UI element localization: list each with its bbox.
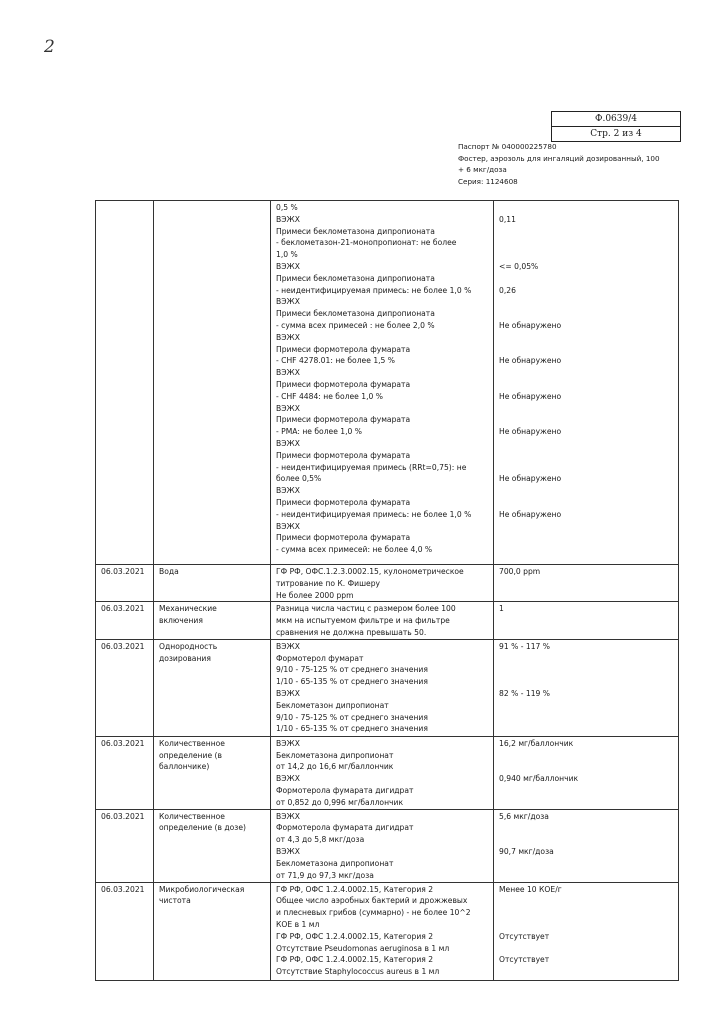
text-line: 1/10 - 65-135 % от среднего значения bbox=[276, 724, 428, 734]
text-line: Однородность bbox=[159, 641, 218, 651]
text-line: 9/10 - 75-125 % от среднего значения bbox=[276, 712, 428, 722]
cell-indicator bbox=[154, 809, 271, 882]
product-name-line1: Фостер, аэрозоль для ингаляций дозированный, 100 bbox=[458, 153, 660, 163]
text-line: ВЭЖХ bbox=[276, 811, 300, 821]
result-value: Отсутствует bbox=[499, 955, 550, 965]
result-value: Отсутствует bbox=[499, 931, 550, 941]
text-line: ВЭЖХ bbox=[276, 403, 300, 413]
text-line: ВЭЖХ bbox=[276, 438, 300, 448]
text-line: ВЭЖХ bbox=[276, 214, 300, 224]
text-line: Примеси беклометазона дипропионата bbox=[276, 309, 435, 319]
result-value: <= 0,05% bbox=[499, 261, 539, 271]
text-line: от 0,852 до 0,996 мг/баллончик bbox=[276, 797, 404, 807]
text-line: ВЭЖХ bbox=[276, 368, 300, 378]
text-line: ВЭЖХ bbox=[276, 774, 300, 784]
table-row-dose-uniformity bbox=[96, 639, 679, 736]
cell-date: 06.03.2021 bbox=[96, 882, 154, 980]
cell-result bbox=[494, 736, 679, 809]
text-line: - сумма всех примесей : не более 2,0 % bbox=[276, 320, 435, 330]
text-line: Примеси формотерола фумарата bbox=[276, 415, 411, 425]
text-line: 0,5 % bbox=[276, 203, 298, 212]
cell-date: 06.03.2021 bbox=[96, 639, 154, 736]
cell-specification bbox=[271, 201, 494, 565]
table-row-impurities bbox=[96, 201, 679, 565]
text-line: ВЭЖХ bbox=[276, 332, 300, 342]
text-line: Примеси беклометазона дипропионата bbox=[276, 226, 435, 236]
table-row-assay-dose bbox=[96, 809, 679, 882]
text-line: Примеси беклометазона дипропионата bbox=[276, 273, 435, 283]
cell-specification bbox=[271, 565, 494, 602]
text-line: более 0,5% bbox=[276, 474, 322, 484]
cell-indicator bbox=[154, 639, 271, 736]
table-row-water bbox=[96, 565, 679, 602]
text-line: от 71,9 до 97,3 мкг/доза bbox=[276, 870, 374, 880]
text-line: - сумма всех примесей: не более 4,0 % bbox=[276, 545, 433, 555]
series-number: Серия: 1124608 bbox=[458, 176, 518, 186]
text-line: дозирования bbox=[159, 653, 211, 663]
result-value: 90,7 мкг/доза bbox=[499, 846, 554, 856]
text-line: и плесневых грибов (суммарно) - не более 10^2 bbox=[276, 908, 471, 918]
cell-specification bbox=[271, 736, 494, 809]
cell-indicator bbox=[154, 565, 271, 602]
result-value: 0,26 bbox=[499, 285, 516, 295]
document-header bbox=[458, 141, 688, 187]
text-line: от 4,3 до 5,8 мкг/доза bbox=[276, 835, 365, 845]
text-line: титрование по К. Фишеру bbox=[276, 578, 381, 588]
cell-indicator bbox=[154, 602, 271, 639]
text-line: Формотерола фумарата дигидрат bbox=[276, 823, 414, 833]
text-line: Формотерола фумарата дигидрат bbox=[276, 785, 414, 795]
form-number-box bbox=[551, 111, 681, 142]
cell-specification bbox=[271, 639, 494, 736]
result-value: Не обнаружено bbox=[499, 474, 562, 484]
text-line: Общее число аэробных бактерий и дрожжевых bbox=[276, 896, 468, 906]
result-value: 82 % - 119 % bbox=[499, 688, 550, 698]
text-line: Примеси формотерола фумарата bbox=[276, 533, 411, 543]
cell-specification bbox=[271, 809, 494, 882]
text-line: включения bbox=[159, 616, 203, 626]
text-line: от 14,2 до 16,6 мг/баллончик bbox=[276, 762, 394, 772]
text-line: ГФ РФ, ОФС 1.2.4.0002.15, Категория 2 bbox=[276, 931, 434, 941]
text-line: - беклометазон-21-монопропионат: не более bbox=[276, 238, 457, 248]
text-line: ВЭЖХ bbox=[276, 688, 300, 698]
result-value: Не обнаружено bbox=[499, 356, 562, 366]
cell-result: 700,0 ppm bbox=[494, 565, 679, 602]
result-value: Не обнаружено bbox=[499, 427, 562, 437]
handwritten-page-mark: 2 bbox=[44, 37, 55, 57]
passport-number: Паспорт № 040000225780 bbox=[458, 142, 557, 151]
text-line: - CHF 4278.01: не более 1,5 % bbox=[276, 356, 396, 366]
page-counter: Стр. 2 из 4 bbox=[552, 126, 680, 141]
cell-result bbox=[494, 201, 679, 565]
text-line: Примеси формотерола фумарата bbox=[276, 497, 411, 507]
text-line: - неидентифицируемая примесь (RRt=0,75): не bbox=[276, 462, 467, 472]
result-value: Не обнаружено bbox=[499, 509, 562, 519]
text-line: Механические bbox=[159, 604, 217, 614]
text-line: Примеси формотерола фумарата bbox=[276, 450, 411, 460]
text-line: ВЭЖХ bbox=[276, 521, 300, 531]
text-line: Не более 2000 ppm bbox=[276, 590, 354, 600]
impurities-spec-lines bbox=[276, 202, 489, 556]
text-line: ВЭЖХ bbox=[276, 486, 300, 496]
cell-result bbox=[494, 639, 679, 736]
text-line: - PMA: не более 1,0 % bbox=[276, 427, 363, 437]
text-line: Разница числа частиц с размером более 100 bbox=[276, 604, 456, 614]
text-line: сравнения не должна превышать 50. bbox=[276, 627, 427, 637]
text-line: Отсутствие Pseudomonas aeruginosa в 1 мл bbox=[276, 943, 450, 953]
product-name-line2: + 6 мкг/доза bbox=[458, 165, 507, 174]
text-line: 1,0 % bbox=[276, 250, 298, 260]
table-row-assay-canister bbox=[96, 736, 679, 809]
result-value: Не обнаружено bbox=[499, 320, 562, 330]
cell-indicator bbox=[154, 736, 271, 809]
text-line: Микробиологическая bbox=[159, 884, 245, 894]
cell-date: 06.03.2021 bbox=[96, 809, 154, 882]
result-value: 16,2 мг/баллончик bbox=[499, 738, 574, 748]
cell-indicator bbox=[154, 201, 271, 565]
text-line: ВЭЖХ bbox=[276, 261, 300, 271]
result-value: Не обнаружено bbox=[499, 391, 562, 401]
text-line: ВЭЖХ bbox=[276, 738, 300, 748]
text-line: КОЕ в 1 мл bbox=[276, 919, 320, 929]
text-line: Формотерол фумарат bbox=[276, 653, 364, 663]
result-value: 0,11 bbox=[499, 214, 516, 224]
table-row-inclusions bbox=[96, 602, 679, 639]
text-line: Беклометазон дипропионат bbox=[276, 700, 389, 710]
text-line: Примеси формотерола фумарата bbox=[276, 379, 411, 389]
text-line: - CHF 4484: не более 1,0 % bbox=[276, 391, 383, 401]
text-line: 1/10 - 65-135 % от среднего значения bbox=[276, 677, 428, 687]
result-value: 5,6 мкг/доза bbox=[499, 811, 549, 821]
cell-specification bbox=[271, 602, 494, 639]
text-line: - неидентифицируемая примесь: не более 1,0 % bbox=[276, 285, 472, 295]
text-line: баллончике) bbox=[159, 762, 210, 772]
cell-date bbox=[96, 201, 154, 565]
cell-result bbox=[494, 809, 679, 882]
text-line: ВЭЖХ bbox=[276, 297, 300, 307]
cell-indicator bbox=[154, 882, 271, 980]
text-line: Количественное bbox=[159, 811, 225, 821]
text-line: Вода bbox=[159, 567, 179, 576]
text-line: ГФ РФ, ОФС 1.2.4.0002.15, Категория 2 bbox=[276, 955, 434, 965]
text-line: ГФ РФ, ОФС.1.2.3.0002.15, кулонометрическое bbox=[276, 567, 464, 576]
table-row-microbiology bbox=[96, 882, 679, 980]
result-value: 0,940 мг/баллончик bbox=[499, 774, 579, 784]
cell-result bbox=[494, 882, 679, 980]
text-line: 9/10 - 75-125 % от среднего значения bbox=[276, 665, 428, 675]
text-line: ГФ РФ, ОФС 1.2.4.0002.15, Категория 2 bbox=[276, 884, 434, 894]
text-line: чистота bbox=[159, 896, 191, 906]
text-line: Беклометазона дипропионат bbox=[276, 750, 394, 760]
analysis-table bbox=[95, 200, 679, 981]
text-line: определение (в дозе) bbox=[159, 823, 246, 833]
text-line: мкм на испытуемом фильтре и на фильтре bbox=[276, 616, 450, 626]
text-line: - неидентифицируемая примесь: не более 1,0 % bbox=[276, 509, 472, 519]
form-number: Ф.0639/4 bbox=[595, 114, 637, 124]
cell-specification bbox=[271, 882, 494, 980]
cell-date: 06.03.2021 bbox=[96, 565, 154, 602]
text-line: ВЭЖХ bbox=[276, 641, 300, 651]
cell-date: 06.03.2021 bbox=[96, 602, 154, 639]
cell-result: 1 bbox=[494, 602, 679, 639]
text-line: определение (в bbox=[159, 750, 222, 760]
cell-date: 06.03.2021 bbox=[96, 736, 154, 809]
text-line: ВЭЖХ bbox=[276, 846, 300, 856]
result-value: 91 % - 117 % bbox=[499, 641, 550, 651]
text-line: Количественное bbox=[159, 738, 225, 748]
result-value: Менее 10 КОЕ/г bbox=[499, 884, 562, 894]
text-line: Беклометазона дипропионат bbox=[276, 858, 394, 868]
text-line: Отсутствие Staphylococcus aureus в 1 мл bbox=[276, 967, 440, 977]
text-line: Примеси формотерола фумарата bbox=[276, 344, 411, 354]
